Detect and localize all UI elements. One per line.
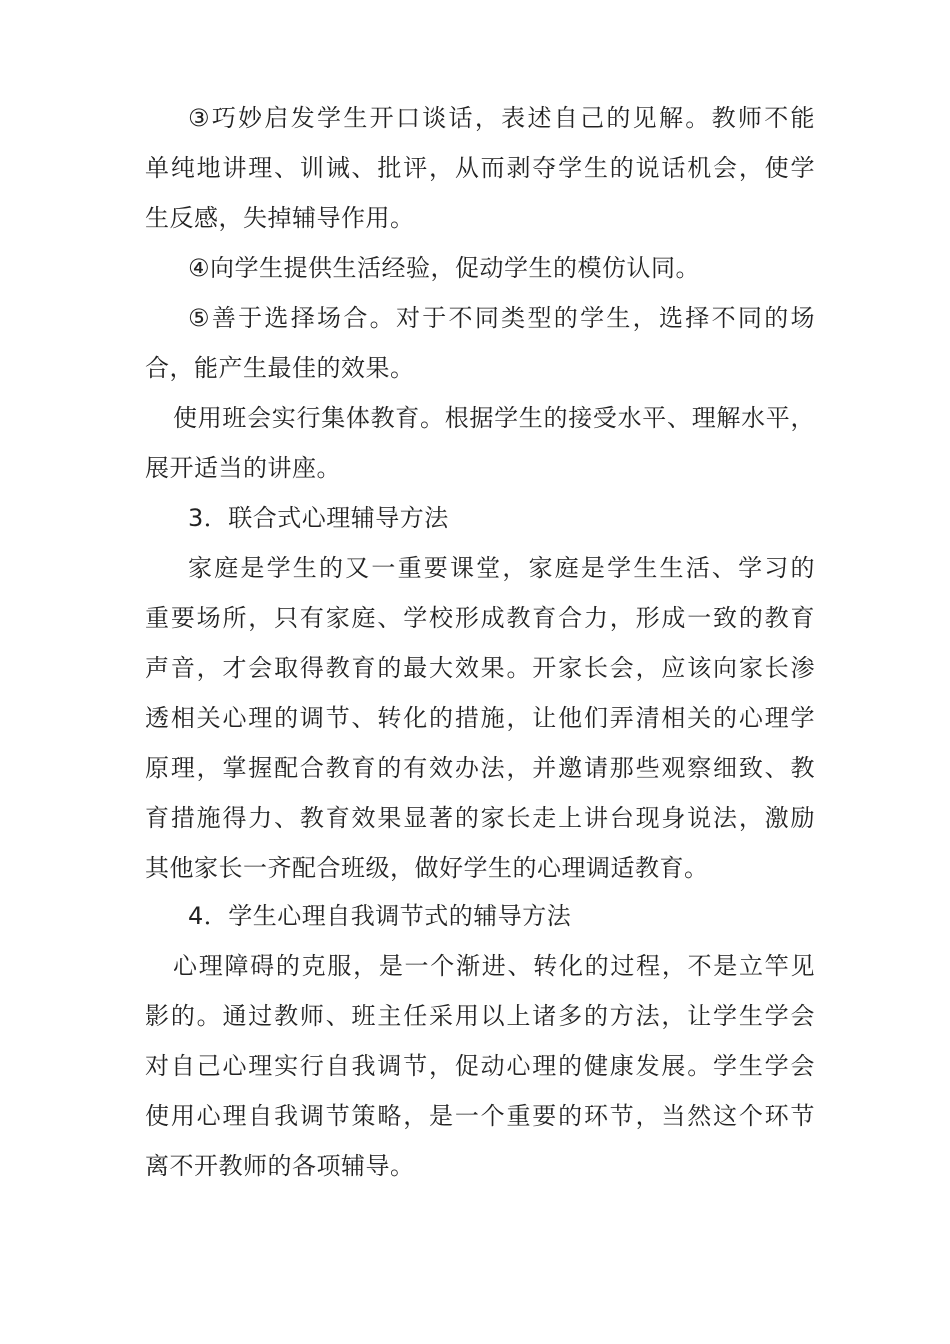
paragraph-line: 声音，才会取得教育的最大效果。开家长会，应该向家长渗: [145, 654, 815, 682]
paragraph-line: 家庭是学生的又一重要课堂，家庭是学生生活、学习的: [188, 554, 815, 582]
paragraph-line: 使用心理自我调节策略，是一个重要的环节，当然这个环节: [145, 1102, 815, 1130]
paragraph-line: 对自己心理实行自我调节，促动心理的健康发展。学生学会: [145, 1052, 815, 1080]
paragraph-line: 使用班会实行集体教育。根据学生的接受水平、理解水平，: [173, 404, 815, 432]
paragraph-line: 影的。通过教师、班主任采用以上诸多的方法，让学生学会: [145, 1002, 815, 1030]
paragraph-line: 生反感，失掉辅导作用。: [145, 204, 415, 232]
paragraph-line: ③巧妙启发学生开口谈话，表述自己的见解。教师不能: [188, 104, 815, 132]
paragraph-line: 离不开教师的各项辅导。: [145, 1152, 415, 1180]
paragraph-line: 合，能产生最佳的效果。: [145, 354, 415, 382]
paragraph-line: 透相关心理的调节、转化的措施，让他们弄清相关的心理学: [145, 704, 815, 732]
paragraph-line: 育措施得力、教育效果显著的家长走上讲台现身说法，激励: [145, 804, 815, 832]
paragraph-line: 单纯地讲理、训诫、批评，从而剥夺学生的说话机会，使学: [145, 154, 815, 182]
paragraph-line: 重要场所，只有家庭、学校形成教育合力，形成一致的教育: [145, 604, 815, 632]
paragraph-line: ④向学生提供生活经验，促动学生的模仿认同。: [188, 254, 701, 282]
paragraph-line: 心理障碍的克服，是一个渐进、转化的过程，不是立竿见: [173, 952, 815, 980]
paragraph-line: ⑤善于选择场合。对于不同类型的学生，选择不同的场: [188, 304, 815, 332]
section-heading: 4．学生心理自我调节式的辅导方法: [188, 902, 572, 930]
paragraph-line: 展开适当的讲座。: [145, 454, 341, 482]
paragraph-line: 其他家长一齐配合班级，做好学生的心理调适教育。: [145, 854, 709, 882]
section-heading: 3．联合式心理辅导方法: [188, 504, 449, 532]
paragraph-line: 原理，掌握配合教育的有效办法，并邀请那些观察细致、教: [145, 754, 815, 782]
